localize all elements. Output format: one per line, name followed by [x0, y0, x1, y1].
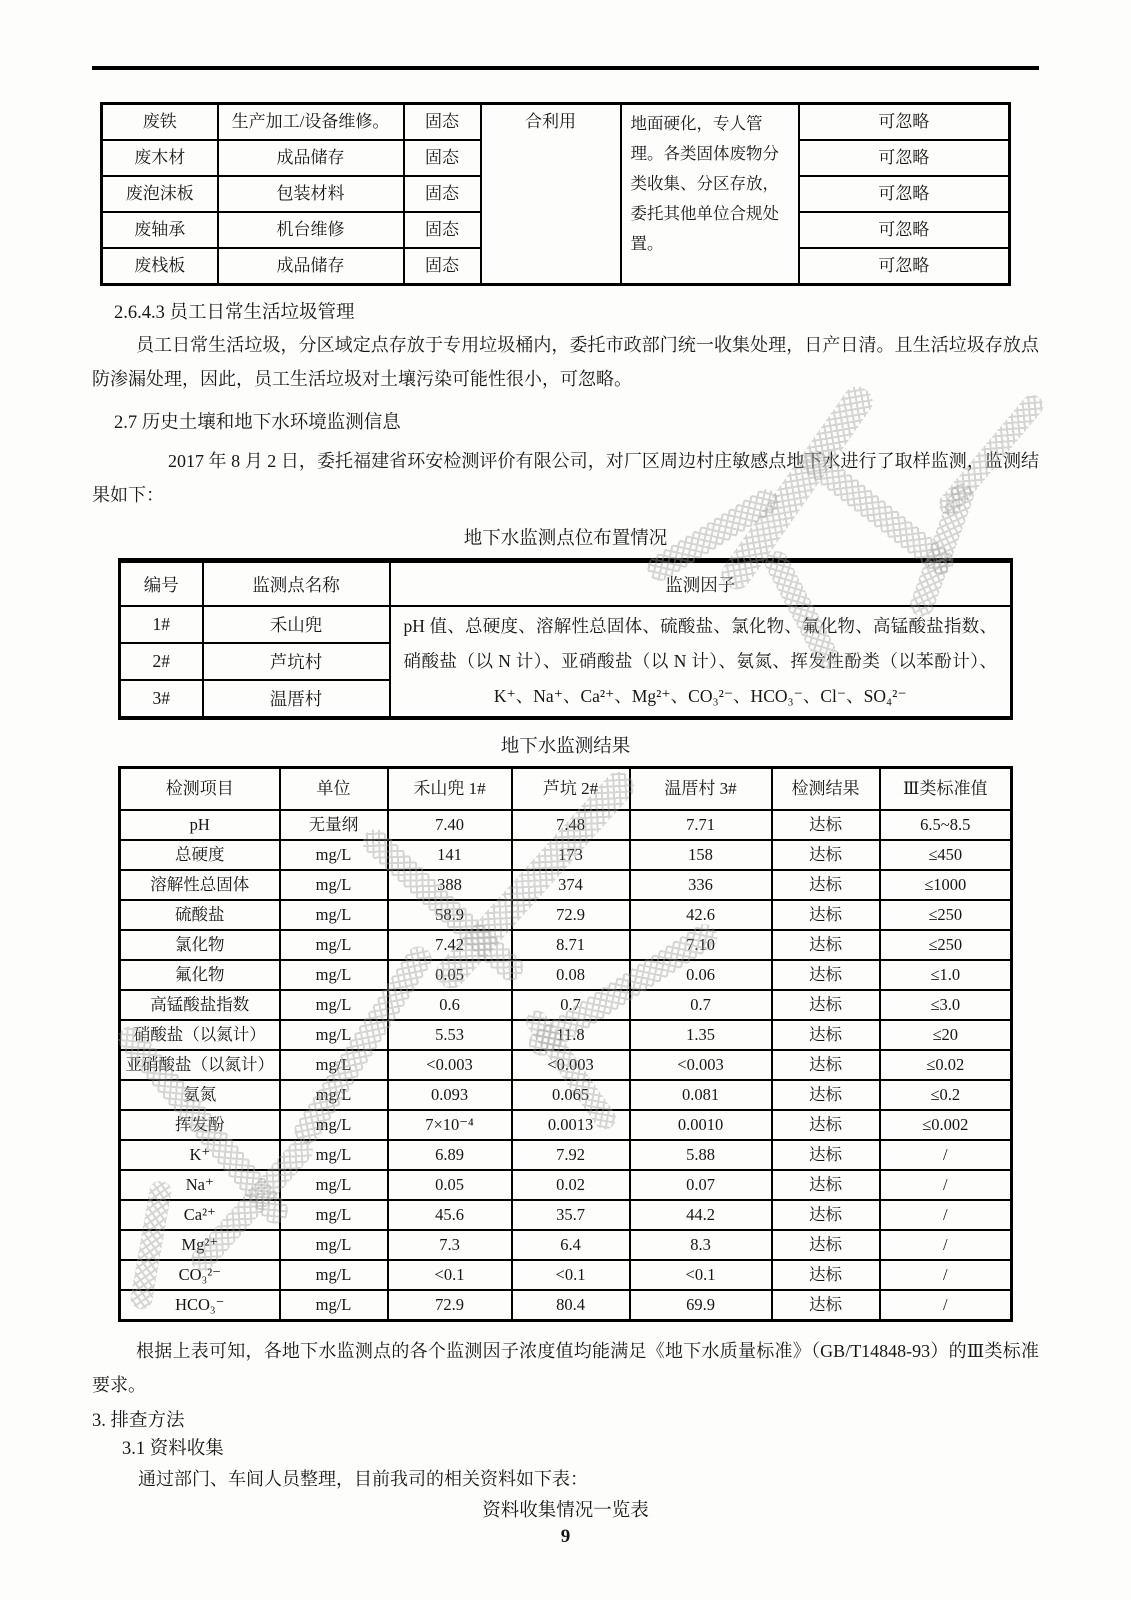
page-number: 9 [560, 1526, 571, 1547]
result-status-cell: 达标 [772, 900, 880, 930]
waste-name-cell: 废轴承 [102, 212, 218, 248]
result-site3-cell: 7.10 [630, 930, 772, 960]
result-item-cell: pH [120, 810, 280, 840]
point-name-cell: 芦坑村 [203, 643, 390, 680]
result-item-cell: 氨氮 [120, 1080, 280, 1110]
results-row [120, 870, 1012, 900]
result-standard-cell: ≤3.0 [880, 990, 1012, 1020]
result-standard-cell: / [880, 1200, 1012, 1230]
result-site3-cell: 0.0010 [630, 1110, 772, 1140]
result-standard-cell: ≤0.002 [880, 1110, 1012, 1140]
result-site2-cell: 6.4 [512, 1230, 630, 1260]
result-site2-cell: 0.0013 [512, 1110, 630, 1140]
result-item-cell: Mg²⁺ [120, 1230, 280, 1260]
waste-name-cell: 废栈板 [102, 248, 218, 285]
waste-impact-cell: 可忽略 [799, 140, 1010, 176]
waste-state-cell: 固态 [404, 248, 481, 285]
waste-name-cell: 废泡沫板 [102, 176, 218, 212]
waste-disposal-cell: 合利用 [481, 104, 621, 285]
result-standard-cell: ≤20 [880, 1020, 1012, 1050]
results-header-row [120, 768, 1012, 811]
result-status-cell: 达标 [772, 960, 880, 990]
result-site2-cell: 8.71 [512, 930, 630, 960]
result-standard-cell: ≤0.02 [880, 1050, 1012, 1080]
result-unit-cell: mg/L [280, 930, 388, 960]
result-unit-cell: mg/L [280, 900, 388, 930]
result-unit-cell: mg/L [280, 1290, 388, 1321]
point-no-cell: 1# [120, 606, 203, 643]
result-standard-cell: ≤1000 [880, 870, 1012, 900]
result-site2-cell: <0.003 [512, 1050, 630, 1080]
waste-name-cell: 废铁 [102, 104, 218, 141]
waste-source-cell: 成品储存 [218, 140, 404, 176]
waste-table [100, 102, 1011, 286]
result-site2-cell: 80.4 [512, 1290, 630, 1321]
results-row [120, 1260, 1012, 1290]
point-name-cell: 温厝村 [203, 680, 390, 718]
result-site1-cell: 141 [388, 840, 512, 870]
result-status-cell: 达标 [772, 990, 880, 1020]
waste-measures-cell: 地面硬化，专人管理。各类固体废物分类收集、分区存放，委托其他单位合规处置。 [621, 104, 799, 285]
waste-source-cell: 成品储存 [218, 248, 404, 285]
result-status-cell: 达标 [772, 840, 880, 870]
result-standard-cell: / [880, 1290, 1012, 1321]
result-unit-cell: mg/L [280, 870, 388, 900]
result-status-cell: 达标 [772, 930, 880, 960]
result-status-cell: 达标 [772, 870, 880, 900]
result-site3-cell: 8.3 [630, 1230, 772, 1260]
result-site3-cell: 7.71 [630, 810, 772, 840]
waste-source-cell: 包装材料 [218, 176, 404, 212]
result-site1-cell: 0.6 [388, 990, 512, 1020]
result-site3-cell: 1.35 [630, 1020, 772, 1050]
result-site2-cell: 0.065 [512, 1080, 630, 1110]
result-unit-cell: mg/L [280, 1140, 388, 1170]
waste-impact-cell: 可忽略 [799, 176, 1010, 212]
result-status-cell: 达标 [772, 1200, 880, 1230]
result-site2-cell: 0.7 [512, 990, 630, 1020]
results-header-cell: 单位 [280, 768, 388, 811]
results-header-cell: 检测结果 [772, 768, 880, 811]
points-row [120, 606, 1012, 643]
point-name-cell: 禾山兜 [203, 606, 390, 643]
result-site2-cell: 7.92 [512, 1140, 630, 1170]
result-site3-cell: <0.003 [630, 1050, 772, 1080]
waste-state-cell: 固态 [404, 140, 481, 176]
result-site1-cell: 5.53 [388, 1020, 512, 1050]
result-item-cell: 挥发酚 [120, 1110, 280, 1140]
result-site1-cell: <0.003 [388, 1050, 512, 1080]
section-2-6-4-3-heading: 2.6.4.3 员工日常生活垃圾管理 [114, 303, 355, 323]
waste-state-cell: 固态 [404, 176, 481, 212]
result-site3-cell: 44.2 [630, 1200, 772, 1230]
result-standard-cell: 6.5~8.5 [880, 810, 1012, 840]
result-site1-cell: 45.6 [388, 1200, 512, 1230]
next-table-title: 资料收集情况一览表 [482, 1501, 649, 1521]
results-table [118, 766, 1013, 1322]
results-row [120, 810, 1012, 840]
result-site1-cell: 58.9 [388, 900, 512, 930]
result-site2-cell: 72.9 [512, 900, 630, 930]
result-unit-cell: mg/L [280, 960, 388, 990]
result-site3-cell: 42.6 [630, 900, 772, 930]
result-site3-cell: <0.1 [630, 1260, 772, 1290]
result-site1-cell: 7.42 [388, 930, 512, 960]
waste-impact-cell: 可忽略 [799, 248, 1010, 285]
result-standard-cell: ≤250 [880, 930, 1012, 960]
result-site1-cell: 6.89 [388, 1140, 512, 1170]
results-row [120, 1230, 1012, 1260]
result-unit-cell: mg/L [280, 840, 388, 870]
result-unit-cell: mg/L [280, 1170, 388, 1200]
results-header-cell: Ⅲ类标准值 [880, 768, 1012, 811]
points-header-cell: 编号 [120, 561, 203, 607]
conclusion-paragraph: 根据上表可知，各地下水监测点的各个监测因子浓度值均能满足《地下水质量标准》（GB/T14848-93）的Ⅲ类标准要求。 [92, 1341, 1039, 1395]
result-site1-cell: 388 [388, 870, 512, 900]
result-item-cell: K⁺ [120, 1140, 280, 1170]
waste-name-cell: 废木材 [102, 140, 218, 176]
results-row [120, 930, 1012, 960]
result-standard-cell: / [880, 1170, 1012, 1200]
results-row [120, 1140, 1012, 1170]
result-item-cell: 氯化物 [120, 930, 280, 960]
result-site3-cell: 158 [630, 840, 772, 870]
result-site2-cell: 35.7 [512, 1200, 630, 1230]
results-row [120, 1020, 1012, 1050]
result-unit-cell: mg/L [280, 990, 388, 1020]
result-status-cell: 达标 [772, 1020, 880, 1050]
waste-table-body [102, 104, 1010, 285]
result-standard-cell: / [880, 1230, 1012, 1260]
result-status-cell: 达标 [772, 1050, 880, 1080]
result-item-cell: 硫酸盐 [120, 900, 280, 930]
result-status-cell: 达标 [772, 1080, 880, 1110]
results-table-title: 地下水监测结果 [500, 737, 631, 757]
result-site2-cell: 11.8 [512, 1020, 630, 1050]
result-standard-cell: ≤250 [880, 900, 1012, 930]
waste-impact-cell: 可忽略 [799, 212, 1010, 248]
result-site3-cell: 0.06 [630, 960, 772, 990]
result-item-cell: HCO₃⁻ [120, 1290, 280, 1321]
result-site2-cell: 7.48 [512, 810, 630, 840]
result-status-cell: 达标 [772, 1290, 880, 1321]
result-unit-cell: 无量纲 [280, 810, 388, 840]
page-content [0, 66, 1131, 1524]
section-2-7-paragraph: 2017 年 8 月 2 日，委托福建省环安检测评价有限公司，对厂区周边村庄敏感点地下水进行了取样监测，监测结果如下： [92, 451, 1039, 505]
result-unit-cell: mg/L [280, 1020, 388, 1050]
result-site1-cell: <0.1 [388, 1260, 512, 1290]
result-standard-cell: / [880, 1260, 1012, 1290]
result-item-cell: CO₃²⁻ [120, 1260, 280, 1290]
result-site2-cell: 0.08 [512, 960, 630, 990]
results-row [120, 1080, 1012, 1110]
result-status-cell: 达标 [772, 1110, 880, 1140]
result-item-cell: Na⁺ [120, 1170, 280, 1200]
results-header-cell: 温厝村 3# [630, 768, 772, 811]
points-header-row [120, 561, 1012, 607]
points-table [118, 558, 1013, 720]
waste-state-cell: 固态 [404, 104, 481, 141]
point-no-cell: 3# [120, 680, 203, 718]
result-site3-cell: 336 [630, 870, 772, 900]
results-header-cell: 检测项目 [120, 768, 280, 811]
result-unit-cell: mg/L [280, 1260, 388, 1290]
result-site1-cell: 72.9 [388, 1290, 512, 1321]
point-no-cell: 2# [120, 643, 203, 680]
result-item-cell: 亚硝酸盐（以氮计） [120, 1050, 280, 1080]
waste-source-cell: 生产加工/设备维修。 [218, 104, 404, 141]
waste-table-row [102, 104, 1010, 141]
results-header-cell: 芦坑 2# [512, 768, 630, 811]
result-site1-cell: 7×10⁻⁴ [388, 1110, 512, 1140]
result-item-cell: 总硬度 [120, 840, 280, 870]
result-unit-cell: mg/L [280, 1050, 388, 1080]
result-status-cell: 达标 [772, 810, 880, 840]
result-status-cell: 达标 [772, 1170, 880, 1200]
result-site3-cell: 0.07 [630, 1170, 772, 1200]
points-table-title: 地下水监测点位布置情况 [463, 529, 668, 549]
result-site1-cell: 7.3 [388, 1230, 512, 1260]
waste-source-cell: 机台维修 [218, 212, 404, 248]
section-3-1-paragraph: 通过部门、车间人员整理，目前我司的相关资料如下表： [138, 1469, 588, 1489]
results-row [120, 840, 1012, 870]
result-site1-cell: 7.40 [388, 810, 512, 840]
result-item-cell: 高锰酸盐指数 [120, 990, 280, 1020]
results-row [120, 1050, 1012, 1080]
results-row [120, 960, 1012, 990]
results-row [120, 900, 1012, 930]
result-unit-cell: mg/L [280, 1200, 388, 1230]
results-table-body [120, 768, 1012, 1321]
points-table-body [120, 561, 1012, 719]
result-site3-cell: 0.7 [630, 990, 772, 1020]
results-row [120, 1110, 1012, 1140]
points-header-cell: 监测因子 [390, 561, 1012, 607]
result-status-cell: 达标 [772, 1230, 880, 1260]
result-item-cell: 溶解性总固体 [120, 870, 280, 900]
result-site3-cell: 0.081 [630, 1080, 772, 1110]
monitor-factors-cell: pH 值、总硬度、溶解性总固体、硫酸盐、氯化物、氟化物、高锰酸盐指数、硝酸盐（以 N 计）、亚硝酸盐（以 N 计）、氨氮、挥发性酚类（以苯酚计）、K⁺、Na⁺、Ca²⁺、Mg²⁺、CO₃²⁻、HCO₃⁻、Cl⁻、SO₄²⁻ [390, 606, 1012, 718]
section-3-1-heading: 3.1 资料收集 [122, 1439, 224, 1459]
result-standard-cell: ≤0.2 [880, 1080, 1012, 1110]
waste-impact-cell: 可忽略 [799, 104, 1010, 141]
result-standard-cell: / [880, 1140, 1012, 1170]
result-item-cell: 硝酸盐（以氮计） [120, 1020, 280, 1050]
result-site2-cell: 0.02 [512, 1170, 630, 1200]
result-site2-cell: 374 [512, 870, 630, 900]
result-unit-cell: mg/L [280, 1110, 388, 1140]
results-row [120, 1170, 1012, 1200]
result-site1-cell: 0.05 [388, 1170, 512, 1200]
result-item-cell: 氟化物 [120, 960, 280, 990]
waste-state-cell: 固态 [404, 212, 481, 248]
result-unit-cell: mg/L [280, 1080, 388, 1110]
result-site2-cell: <0.1 [512, 1260, 630, 1290]
header-rule [92, 66, 1039, 70]
result-site1-cell: 0.093 [388, 1080, 512, 1110]
section-2-6-4-3-paragraph: 员工日常生活垃圾，分区域定点存放于专用垃圾桶内，委托市政部门统一收集处理，日产日清。且生活垃圾存放点防渗漏处理，因此，员工生活垃圾对土壤污染可能性很小，可忽略。 [92, 335, 1039, 389]
section-3-heading: 3. 排查方法 [92, 1411, 185, 1431]
section-2-7-heading: 2.7 历史土壤和地下水环境监测信息 [114, 413, 401, 433]
result-status-cell: 达标 [772, 1260, 880, 1290]
result-site2-cell: 173 [512, 840, 630, 870]
result-site3-cell: 5.88 [630, 1140, 772, 1170]
results-header-cell: 禾山兜 1# [388, 768, 512, 811]
result-site1-cell: 0.05 [388, 960, 512, 990]
result-site3-cell: 69.9 [630, 1290, 772, 1321]
results-row [120, 1290, 1012, 1321]
results-row [120, 990, 1012, 1020]
result-standard-cell: ≤1.0 [880, 960, 1012, 990]
result-unit-cell: mg/L [280, 1230, 388, 1260]
results-row [120, 1200, 1012, 1230]
result-item-cell: Ca²⁺ [120, 1200, 280, 1230]
points-header-cell: 监测点名称 [203, 561, 390, 607]
result-standard-cell: ≤450 [880, 840, 1012, 870]
result-status-cell: 达标 [772, 1140, 880, 1170]
